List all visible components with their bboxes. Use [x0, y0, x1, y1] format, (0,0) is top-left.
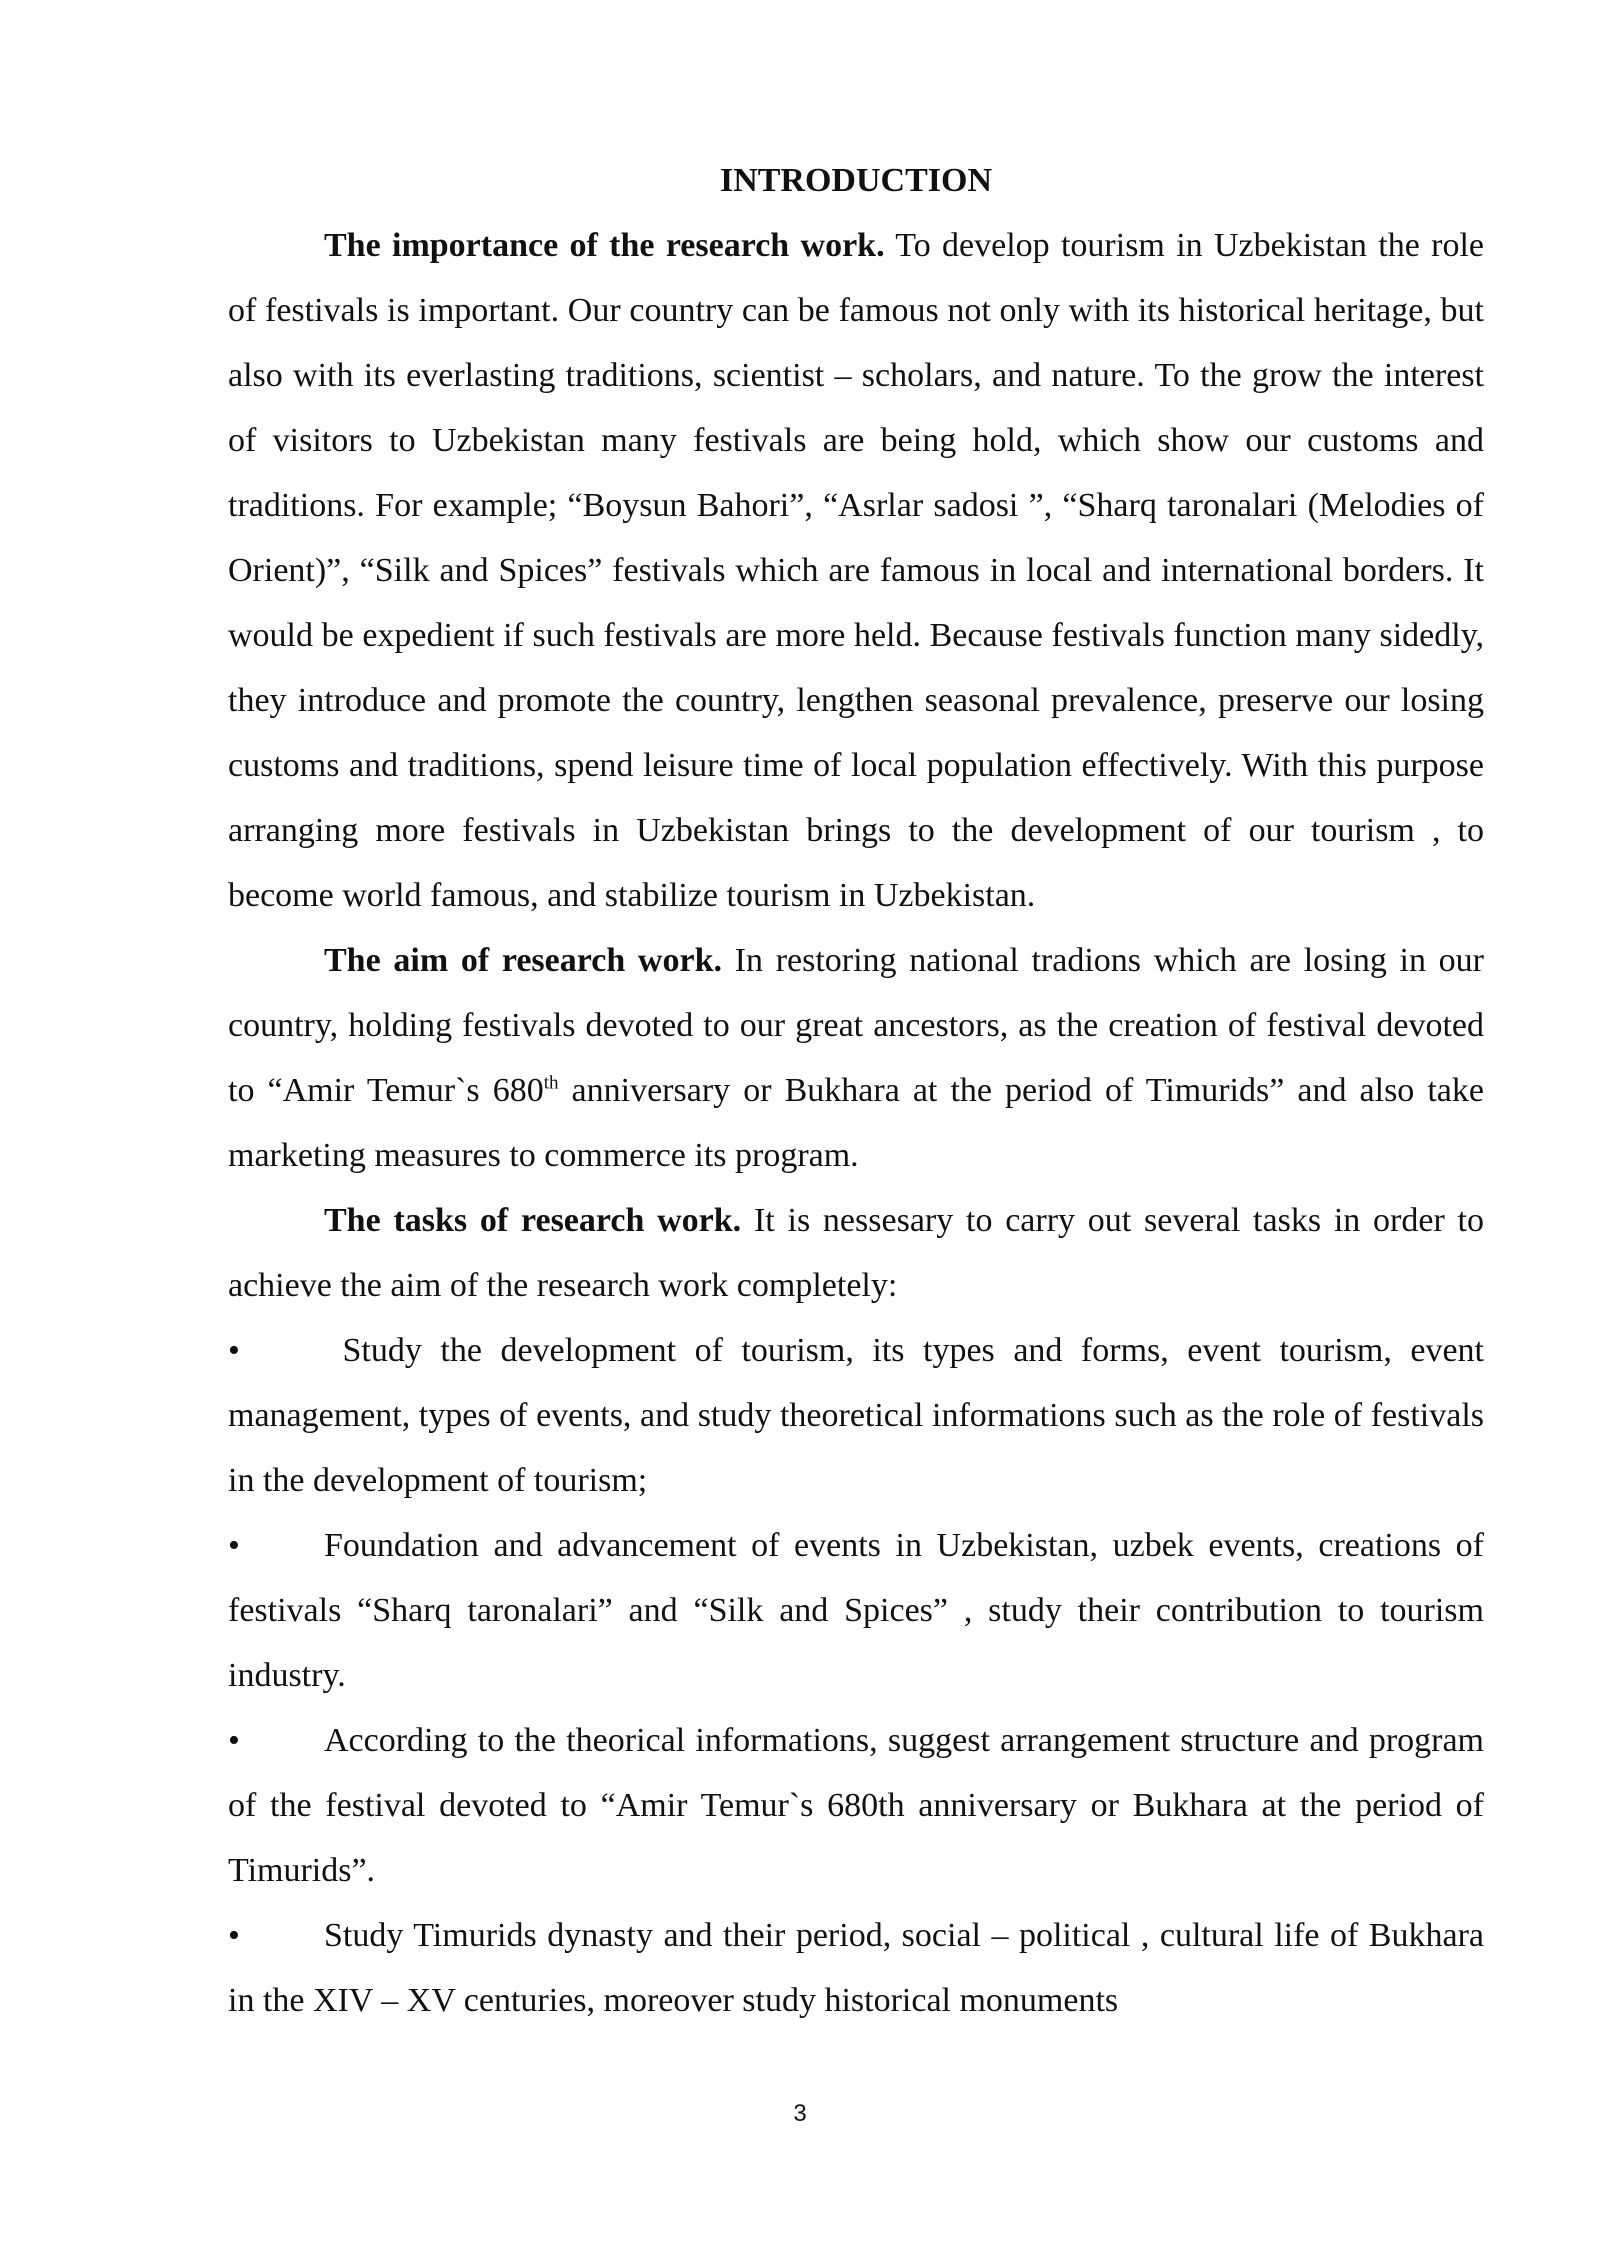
tasks-text: It is nessesary to carry out several tasks in order to achieve the aim of the research work completely:: [228, 1202, 1484, 1304]
aim-lead: The aim of research work.: [324, 942, 722, 979]
page-content: [228, 148, 1484, 2033]
aim-text-before: In restoring national tradions which are losing in our country, holding festivals devoted to our great ancestors, as the creation of festival devoted to “Amir Temur`s 680: [228, 942, 1484, 1109]
aim-paragraph: [228, 928, 1484, 1188]
importance-lead: The importance of the research work.: [324, 227, 885, 264]
importance-paragraph: [228, 213, 1484, 928]
importance-text: To develop tourism in Uzbekistan the role of festivals is important. Our country can be famous not only with its historical heritage, but also with its everlasting traditions, scientist – scholars, and nature. To the grow the interest of visitors to Uzbekistan many festivals are being hold, which show our customs and traditions. For example; “Boysun Bahori”, “Asrlar sadosi ”, “Sharq taronalari (Melodies of Orient)”, “Silk and Spices” festivals which are famous in local and international borders. It would be expedient if such festivals are more held. Because festivals function many sidedly, they introduce and promote the country, lengthen seasonal prevalence, preserve our losing customs and traditions, spend leisure time of local population effectively. With this purpose arranging more festivals in Uzbekistan brings to the development of our tourism , to become world famous, and stabilize tourism in Uzbekistan.: [228, 227, 1484, 914]
ordinal-superscript: th: [543, 1072, 559, 1094]
tasks-paragraph: [228, 1188, 1484, 1318]
bullet-icon: •: [228, 1722, 240, 1759]
list-item: [228, 1513, 1484, 1708]
tasks-lead: The tasks of research work.: [324, 1202, 742, 1239]
list-item: [228, 1318, 1484, 1513]
section-heading: INTRODUCTION: [719, 162, 993, 199]
bullet-icon: •: [228, 1527, 240, 1564]
list-item-text: Foundation and advancement of events in Uzbekistan, uzbek events, creations of festivals “Sharq taronalari” and “Silk and Spices” , study their contribution to tourism industry.: [228, 1527, 1484, 1694]
bullet-icon: •: [228, 1332, 240, 1369]
list-item: [228, 1903, 1484, 2033]
page-number: 3: [793, 2100, 807, 2127]
list-item-text: According to the theorical informations, suggest arrangement structure and program of the festival devoted to “Amir Temur`s 680th anniversary or Bukhara at the period of Timurids”.: [228, 1722, 1484, 1889]
bullet-icon: •: [228, 1917, 240, 1954]
list-item: [228, 1708, 1484, 1903]
list-item-text: Study Timurids dynasty and their period, social – political , cultural life of Bukhara in the XIV – XV centuries, moreover study historical monuments: [228, 1917, 1484, 2019]
aim-text-after: anniversary or Bukhara at the period of Timurids” and also take marketing measures to commerce its program.: [228, 1072, 1484, 1174]
list-item-text: Study the development of tourism, its types and forms, event tourism, event management, types of events, and study theoretical informations such as the role of festivals in the development of tourism;: [228, 1332, 1484, 1499]
